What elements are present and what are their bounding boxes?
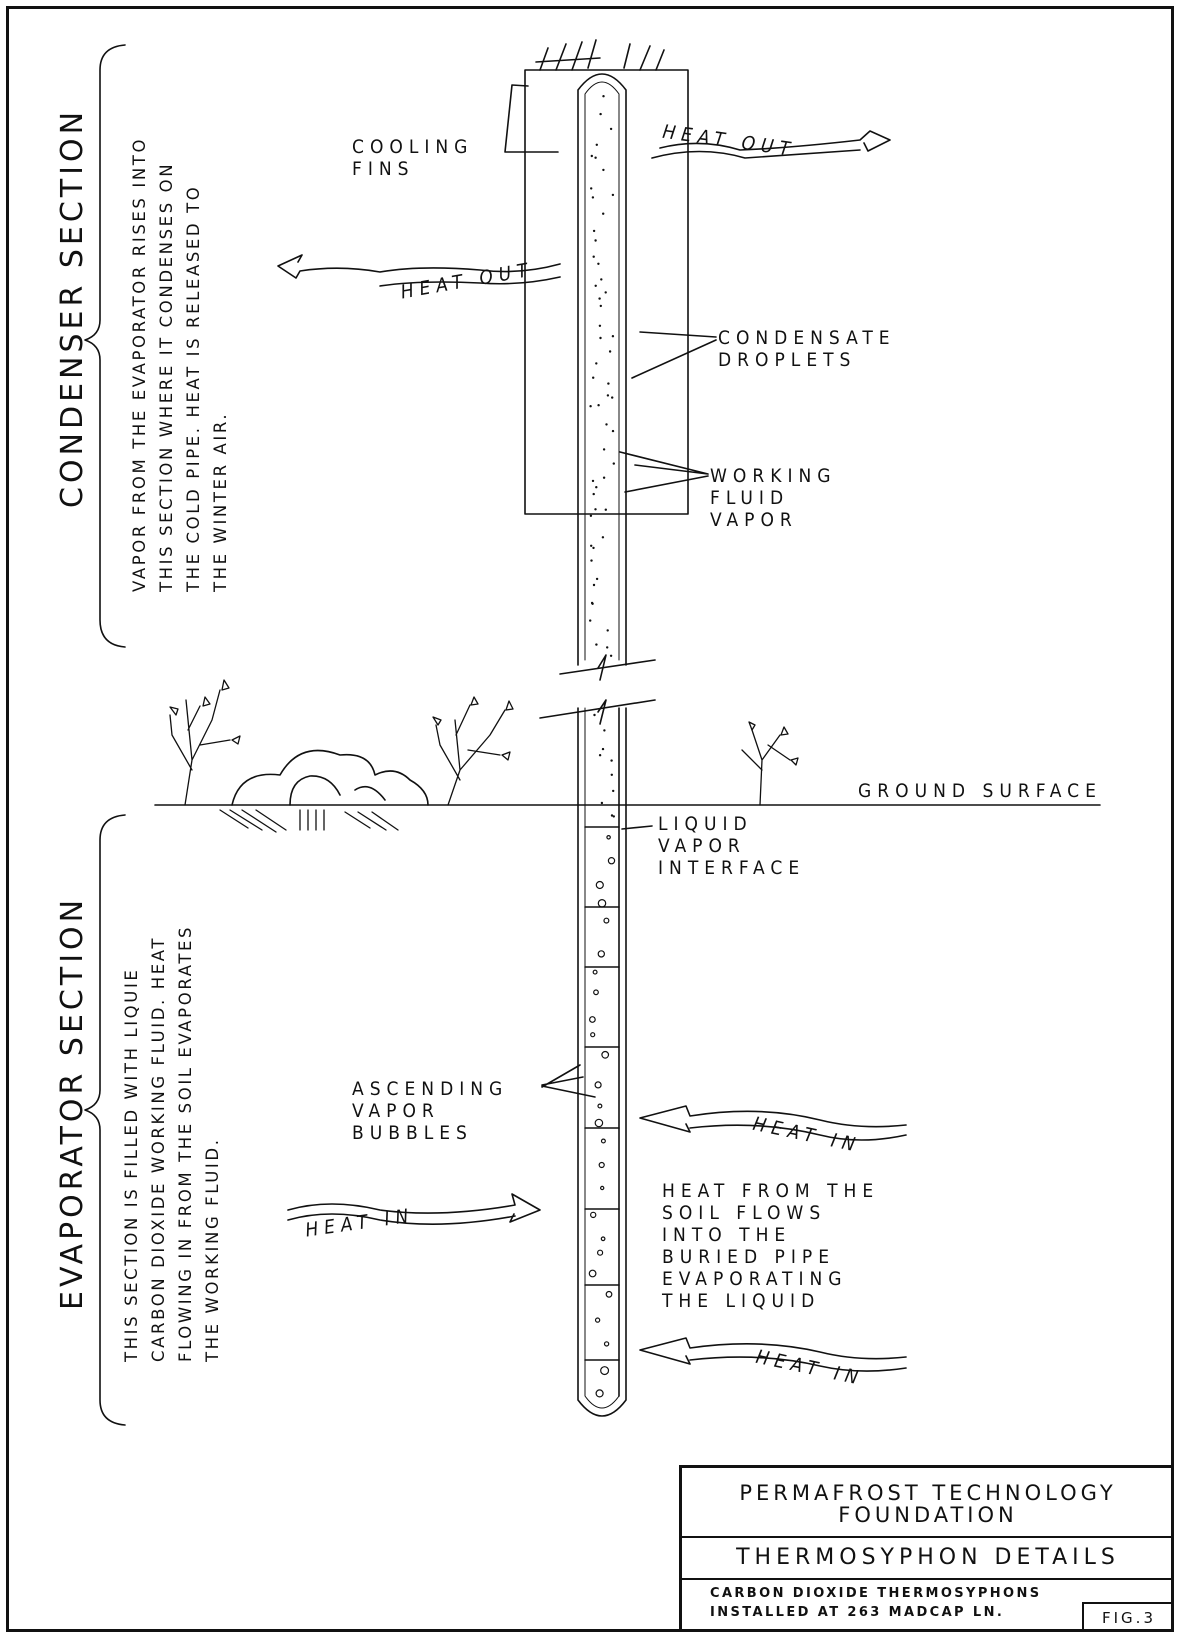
vapor-bubble [598,1250,603,1255]
vapor-dot [602,748,604,750]
vapor-dot [592,480,594,482]
vapor-dot [595,285,597,287]
vapor-dot [590,559,592,561]
description-line-2: INSTALLED AT 263 MADCAP LN. [710,1605,1005,1620]
vapor-dot [607,394,609,396]
vapor-dot [607,382,609,384]
vapor-bubble [602,1139,606,1143]
vapor-bubble [602,1052,609,1059]
pipe-break-lines [540,655,655,724]
organization-line-1: PERMAFROST TECHNOLOGY [739,1481,1117,1505]
vapor-bubble [596,1390,603,1397]
condenser-section-title: CONDENSER SECTION [55,107,90,508]
vapor-bubbles [589,836,614,1397]
condenser-description-line: THE WINTER AIR. [211,411,230,592]
vapor-dot [603,477,605,479]
vapor-bubble [598,1104,602,1108]
vapor-dot [612,194,614,196]
vapor-dot [599,754,601,756]
vapor-bubble [598,951,604,957]
figure-number: FIG.3 [1082,1602,1174,1632]
working-fluid-vapor-label: WORKING FLUID VAPOR [710,465,837,531]
vapor-bubble [605,1342,609,1346]
vapor-dot [594,508,596,510]
vapor-dot [590,187,592,189]
title-block [679,1465,1174,1632]
vapor-bubble [595,1082,601,1088]
vapor-bubble [601,1367,609,1375]
vapor-bubble [591,1033,595,1037]
heat-from-soil-note: HEAT FROM THE SOIL FLOWS INTO THE BURIED PIPE EVAPORATING THE LIQUID [662,1180,880,1312]
heat-in-left-label: HEAT IN [304,1204,416,1242]
vapor-dot [611,774,613,776]
cooling-fins-leader [505,85,558,152]
vapor-dot [602,213,604,215]
evaporator-description-line: THIS SECTION IS FILLED WITH LIQUIE [122,967,141,1362]
vapor-dot [612,430,614,432]
vapor-dot [590,515,592,517]
vapor-dot [593,584,595,586]
vapor-dot [599,337,601,339]
vapor-dot [596,144,598,146]
vapor-bubble [604,918,609,923]
vapor-dot [595,643,597,645]
vapor-bubble [596,1318,600,1322]
condenser-description-line: VAPOR FROM THE EVAPORATOR RISES INTO [130,136,149,592]
vapor-bubble [589,1270,596,1277]
vapor-dot [603,448,605,450]
vapor-dot [609,350,611,352]
vapor-dot [603,729,605,731]
vapor-dot [595,362,597,364]
vapor-dot [594,157,596,159]
organization-line-2: FOUNDATION [838,1503,1018,1527]
vapor-dot [606,646,608,648]
condenser-description-line: THIS SECTION WHERE IT CONDENSES ON [157,161,176,592]
evaporator-section-title: EVAPORATOR SECTION [55,895,90,1310]
soil-hatch [220,810,398,832]
condenser-description [126,137,234,592]
drawing-title: THERMOSYPHON DETAILS [682,1538,1174,1580]
vapor-bubble [591,1212,596,1217]
heat-out-left-label: HEAT OUT [399,258,536,304]
condensate-leader [632,332,716,378]
vapor-bubble [593,970,597,974]
vapor-bubble [599,1163,604,1168]
vapor-bubble [596,882,603,889]
vapor-dot [601,802,603,804]
vapor-leader [620,452,708,492]
title-block-description [682,1584,1042,1622]
cooling-fins-label: COOLING FINS [352,136,474,180]
vapor-bubble [601,1186,604,1189]
heat-out-right-label: HEAT OUT [661,120,798,162]
vapor-dot [593,230,595,232]
vapor-bubble [590,1017,596,1023]
ground-surface-label: GROUND SURFACE [858,780,1102,802]
vapor-dot [593,256,595,258]
vapor-bubble [595,1119,602,1126]
vapor-dot [598,297,600,299]
vapor-bubble [598,900,605,907]
vapor-dot [600,278,602,280]
vapor-dot [592,547,594,549]
vapor-bubble [601,1237,605,1241]
vapor-dot [594,239,596,241]
vapor-bubble [606,1292,612,1298]
vapor-dot [607,629,609,631]
pipe [578,74,626,1416]
bubbles-leader [542,1065,595,1097]
description-line-1: CARBON DIOXIDE THERMOSYPHONS [710,1586,1042,1601]
vapor-dot [589,405,591,407]
evaporator-description-line: THE WORKING FLUID. [203,1137,222,1362]
evaporator-description-line: FLOWING IN FROM THE SOIL EVAPORATES [176,924,195,1362]
vapor-dot [596,578,598,580]
vapor-dot [602,169,604,171]
vapor-dot [613,462,615,464]
vapor-dot [591,155,593,157]
vapor-dot [592,196,594,198]
heat-in-upper-right-label: HEAT IN [750,1112,863,1158]
condenser-brace [85,45,125,647]
vapor-dot [611,396,613,398]
vapor-dot [612,335,614,337]
vapor-dot [589,619,591,621]
vapor-dot [595,486,597,488]
vapor-dot [599,325,601,327]
vapor-dot [590,545,592,547]
vapor-bubble [608,858,614,864]
vapor-dot [610,128,612,130]
vapor-dot [593,714,595,716]
vapor-dot [605,509,607,511]
ascending-vapor-bubbles-label: ASCENDING VAPOR BUBBLES [352,1078,509,1144]
vapor-dot [597,404,599,406]
vapor-bubble [607,836,610,839]
evaporator-description [118,925,226,1362]
condenser-description-line: THE COLD PIPE. HEAT IS RELEASED TO [184,184,203,592]
vapor-dot [593,493,595,495]
vapor-bubble [594,990,599,995]
vapor-dot [613,815,615,817]
vapor-dot [610,759,612,761]
title-block-organization [682,1468,1174,1538]
vapor-dot [612,790,614,792]
vapor-dot [591,603,593,605]
heat-in-lower-right-label: HEAT IN [753,1345,866,1391]
vapor-dot [602,95,604,97]
vapor-dot [597,263,599,265]
shrubs [170,680,798,805]
vapor-dot [605,291,607,293]
vapor-dot [600,305,602,307]
cooling-fins [525,40,688,514]
vapor-dot [599,113,601,115]
vapor-dot [610,655,612,657]
liquid-vapor-interface-label: LIQUID VAPOR INTERFACE [658,813,806,879]
rocks [232,751,428,806]
vapor-dot [605,423,607,425]
evaporator-description-line: CARBON DIOXIDE WORKING FLUID. HEAT [149,935,168,1362]
condensate-droplets-label: CONDENSATE DROPLETS [718,327,896,371]
vapor-dot [592,377,594,379]
vapor-dot [602,536,604,538]
